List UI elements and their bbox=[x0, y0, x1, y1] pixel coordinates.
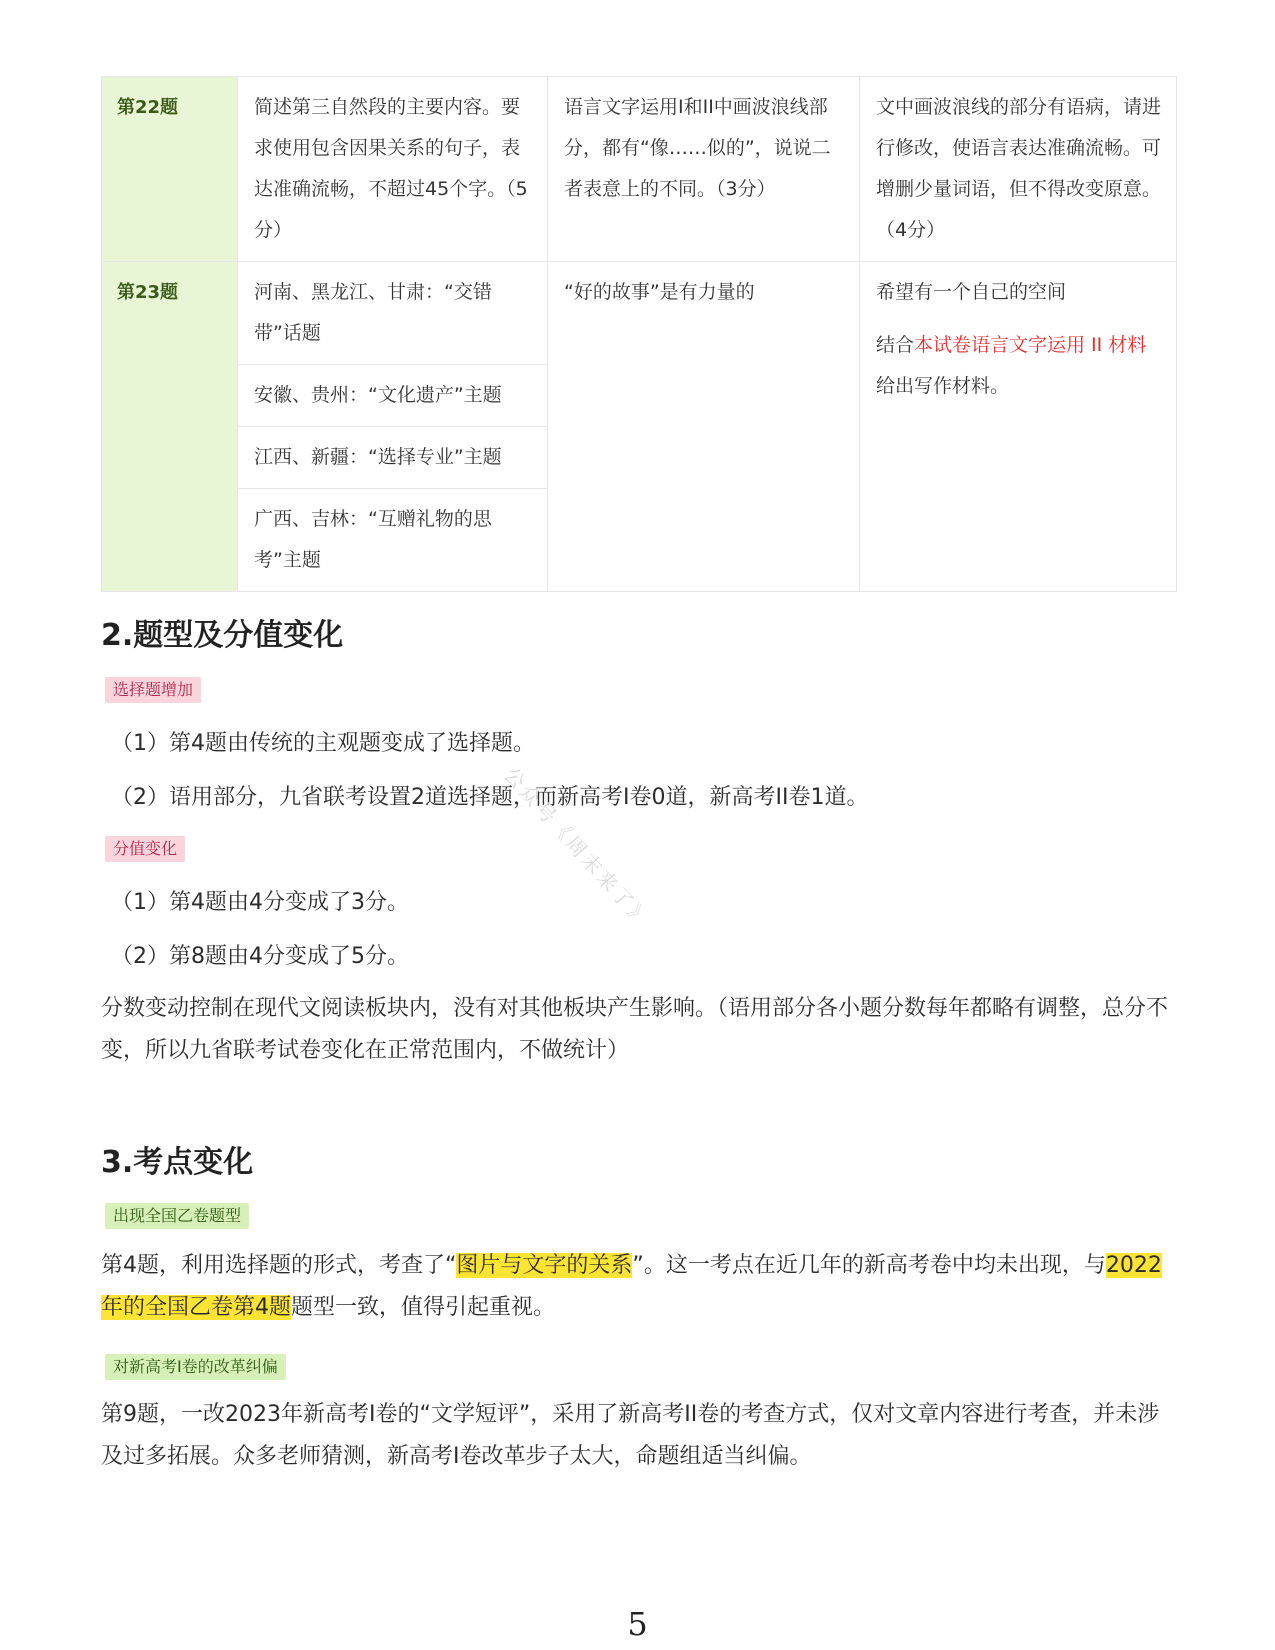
list-item: （1）第4题由4分变成了3分。 bbox=[111, 890, 409, 915]
table-cell: 广西、吉林：“互赠礼物的思考”主题 bbox=[238, 489, 548, 592]
section-heading: 2.题型及分值变化 bbox=[101, 618, 344, 653]
tag-label: 分值变化 bbox=[105, 836, 185, 862]
table-cell: “好的故事”是有力量的 bbox=[548, 262, 860, 592]
table-cell: 安徽、贵州：“文化遗产”主题 bbox=[238, 365, 548, 427]
table-row-q22 bbox=[102, 77, 1177, 262]
table-cell: 语言文字运用I和II中画波浪线部分，都有“像……似的”，说说二者表意上的不同。（3分） bbox=[548, 77, 860, 262]
paragraph: 分数变动控制在现代文阅读板块内，没有对其他板块产生影响。（语用部分各小题分数每年都略有调整，总分不变，所以九省联考试卷变化在正常范围内，不做统计） bbox=[101, 996, 1169, 1063]
watermark: 公众号《周末来了》 bbox=[499, 762, 656, 933]
text: ”。这一考点在近几年的新高考卷中均未出现，与 bbox=[632, 1253, 1106, 1278]
text: 题型一致，值得引起重视。 bbox=[291, 1295, 556, 1320]
highlight: 图片与文字的关系 bbox=[456, 1253, 633, 1278]
list-item: （1）第4题由传统的主观题变成了选择题。 bbox=[111, 731, 535, 756]
tag-label: 对新高考I卷的改革纠偏 bbox=[105, 1354, 286, 1380]
table-cell: 河南、黑龙江、甘肃：“交错带”话题 bbox=[238, 262, 548, 365]
table-cell: 简述第三自然段的主要内容。要求使用包含因果关系的句子，表达准确流畅，不超过45个字。（5分） bbox=[238, 77, 548, 262]
table-cell bbox=[860, 262, 1177, 592]
list-item: （2）语用部分，九省联考设置2道选择题，而新高考I卷0道，新高考II卷1道。 bbox=[111, 785, 869, 810]
page-number: 5 bbox=[627, 1605, 648, 1643]
tag-label: 选择题增加 bbox=[105, 677, 201, 703]
paragraph: 第9题，一改2023年新高考I卷的“文学短评”，采用了新高考II卷的考查方式，仅对文章内容进行考查，并未涉及过多拓展。众多老师猜测，新高考I卷改革步子太大，命题组适当纠偏。 bbox=[101, 1402, 1160, 1469]
cell-line bbox=[876, 325, 1162, 407]
highlight: 2022年的全国乙卷第4题 bbox=[101, 1253, 1162, 1320]
exam-comparison-table bbox=[101, 76, 1177, 592]
cell-line: 希望有一个自己的空间 bbox=[876, 281, 1067, 303]
table-cell: 江西、新疆：“选择专业”主题 bbox=[238, 427, 548, 489]
table-row-q23 bbox=[102, 262, 1177, 365]
cell-text: 结合 bbox=[876, 334, 915, 356]
list-item: （2）第8题由4分变成了5分。 bbox=[111, 944, 409, 969]
question-label: 第22题 bbox=[102, 77, 238, 262]
tag-label: 出现全国乙卷题型 bbox=[105, 1203, 249, 1229]
cell-text: 给出写作材料。 bbox=[876, 375, 1010, 397]
section-heading: 3.考点变化 bbox=[101, 1145, 254, 1180]
table-cell: 文中画波浪线的部分有语病，请进行修改，使语言表达准确流畅。可增删少量词语，但不得改变原意。（4分） bbox=[860, 77, 1177, 262]
text: 第4题，利用选择题的形式，考查了“ bbox=[101, 1253, 457, 1278]
paragraph bbox=[101, 1245, 1176, 1329]
question-label: 第23题 bbox=[102, 262, 238, 592]
red-emphasis: 本试卷语言文字运用 II 材料 bbox=[914, 334, 1147, 356]
